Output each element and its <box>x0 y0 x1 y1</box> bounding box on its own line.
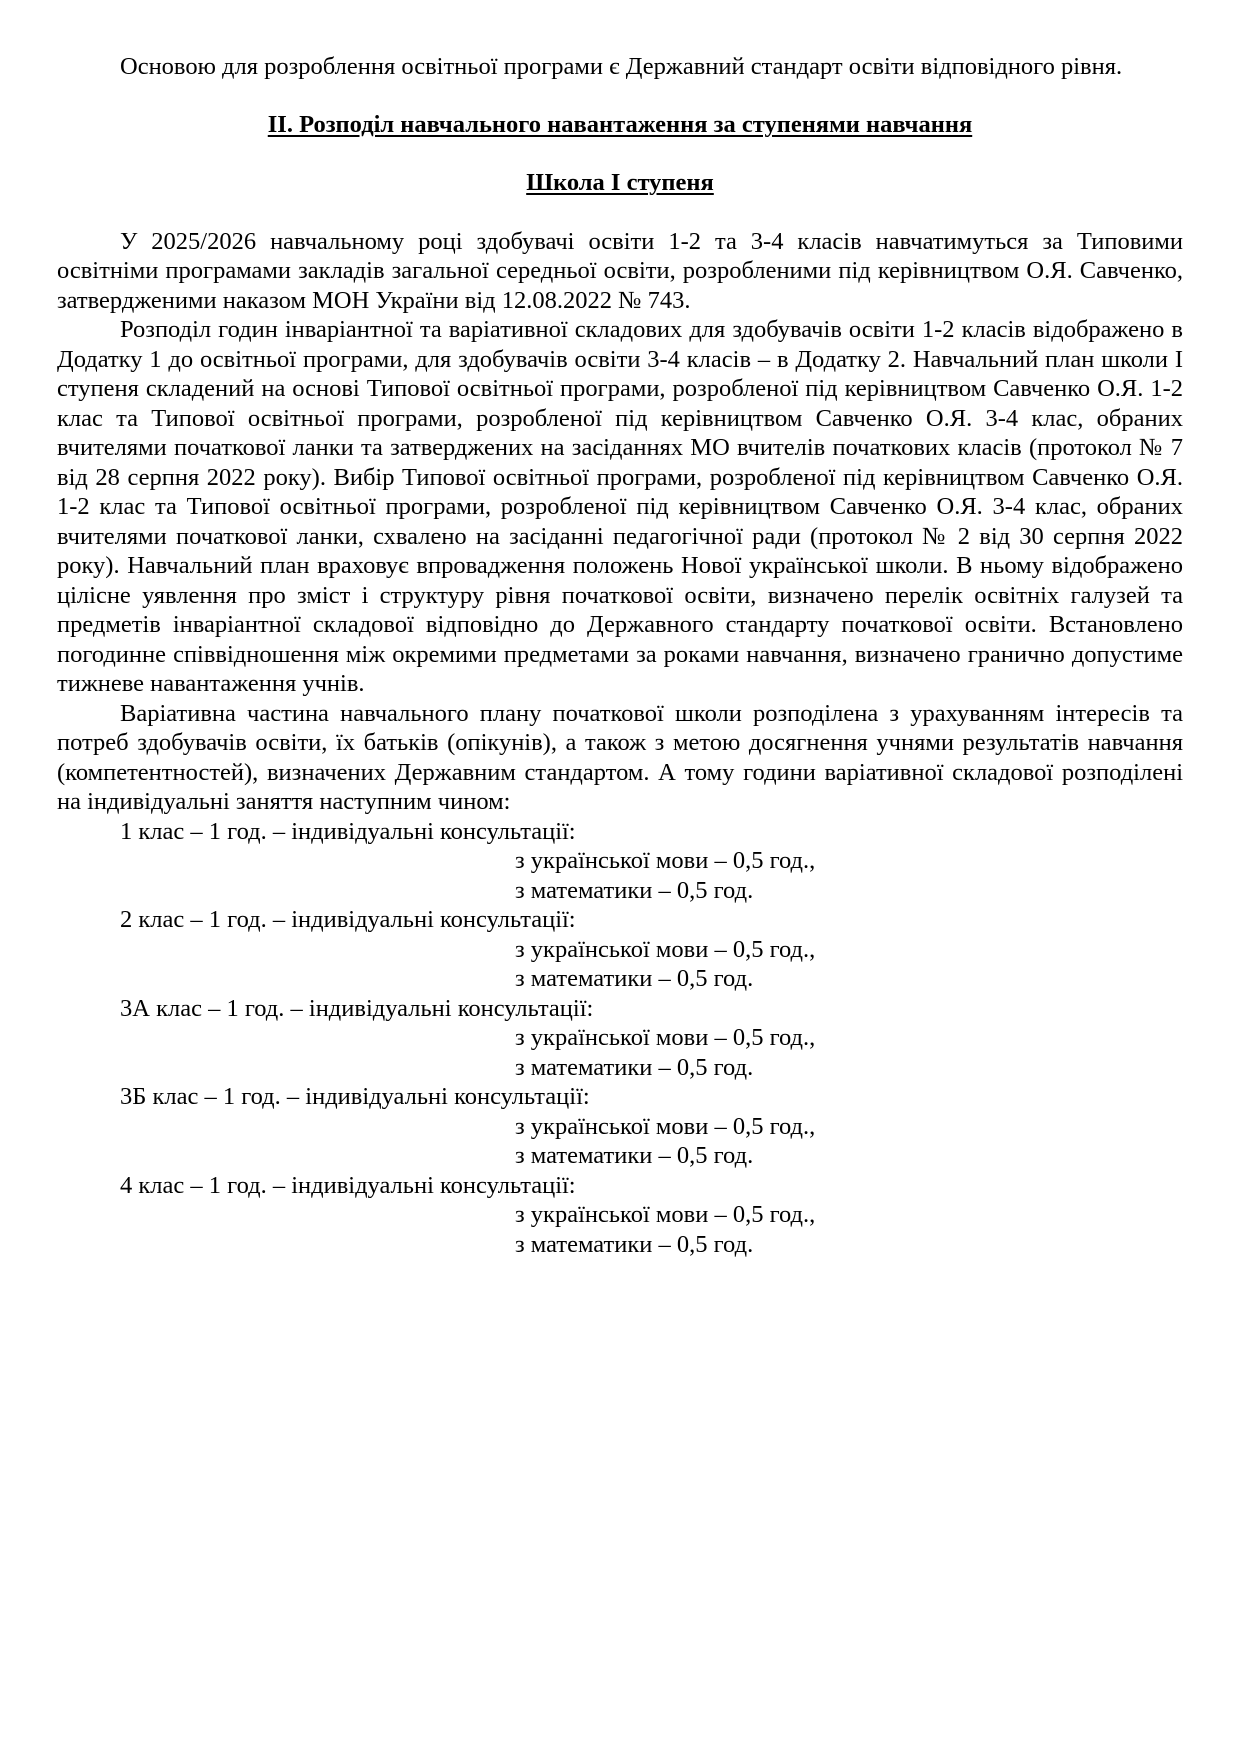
section-heading: ІІ. Розподіл навчального навантаження за ступенями навчання <box>267 110 973 138</box>
class-item: з української мови – 0,5 год., <box>515 1112 816 1140</box>
class-title: 3А клас – 1 год. – індивідуальні консультації: <box>120 994 594 1022</box>
class-item: з математики – 0,5 год. <box>515 965 754 992</box>
class-entry-2 <box>57 905 1183 994</box>
class-entry-3a <box>57 994 1183 1083</box>
class-item: з математики – 0,5 год. <box>515 1230 754 1258</box>
class-item: з української мови – 0,5 год., <box>515 935 816 963</box>
paragraph-programs: У 2025/2026 навчальному році здобувачі освіти 1-2 та 3-4 класів навчатимуться за Типовими освітніми програмами закладів загальної середньої освіти, розробленими під керівництвом О.Я. Савченко, затвердженими наказом МОН України від 12.08.2022 № 743. <box>57 227 1183 314</box>
class-title: 2 клас – 1 год. – індивідуальні консультації: <box>120 906 576 933</box>
class-item: з математики – 0,5 год. <box>515 1053 754 1081</box>
class-item: з української мови – 0,5 год., <box>515 1201 816 1228</box>
class-item: з української мови – 0,5 год., <box>515 1024 816 1051</box>
paragraph-variative: Варіативна частина навчального плану початкової школи розподілена з урахуванням інтересів та потреб здобувачів освіти, їх батьків (опікунів), а також з метою досягнення учнями результатів навчання (компетентностей), визначених Державним стандартом. А тому години варіативної складової розподілені на індивідуальні заняття наступним чином: <box>57 699 1183 815</box>
class-item: з української мови – 0,5 год., <box>515 847 816 874</box>
class-entry-3b <box>57 1082 1183 1171</box>
paragraph-distribution: Розподіл годин інваріантної та варіативної складових для здобувачів освіти 1-2 класів відображено в Додатку 1 до освітньої програми, для здобувачів освіти 3-4 класів – в Додатку 2. Навчальний план школи І ступеня складений на основі Типової освітньої програми, розробленої під керівництвом Савченко О.Я. 1-2 клас та Типової освітньої програми, розробленої під керівництвом Савченко О.Я. 3-4 клас, обраних вчителями початкової ланки та затверджених на засіданнях МО вчителів початкових класів (протокол № 7 від 28 серпня 2022 року). Вибір Типової освітньої програми, розробленої під керівництвом Савченко О.Я. 1-2 клас та Типової освітньої програми, розробленої під керівництвом Савченко О.Я. 3-4 клас, обраних вчителями початкової ланки, схвалено на засіданні педагогічної ради (протокол № 2 від 30 серпня 2022 року). Навчальний план враховує впровадження положень Нової української школи. В ньому відображено цілісне уявлення про зміст і структуру рівня початкової освіти, визначено перелік освітніх галузей та предметів інваріантної складової відповідно до Державного стандарту початкової освіти. Встановлено погодинне співвідношення між окремими предметами за роками навчання, визначено гранично допустиме тижневе навантаження учнів. <box>57 316 1183 697</box>
class-item: з математики – 0,5 год. <box>515 1142 754 1169</box>
class-title: 4 клас – 1 год. – індивідуальні консультації: <box>120 1171 576 1199</box>
class-list <box>57 817 1183 1260</box>
class-entry-1 <box>57 817 1183 906</box>
class-item: з математики – 0,5 год. <box>515 876 754 904</box>
class-title: 3Б клас – 1 год. – індивідуальні консультації: <box>120 1083 590 1110</box>
subsection-heading: Школа І ступеня <box>526 169 714 196</box>
intro-paragraph: Основою для розроблення освітньої програми є Державний стандарт освіти відповідного рівня. <box>120 53 1123 80</box>
class-title: 1 клас – 1 год. – індивідуальні консультації: <box>120 817 576 845</box>
class-entry-4 <box>57 1171 1183 1260</box>
document-page <box>57 52 1183 1259</box>
